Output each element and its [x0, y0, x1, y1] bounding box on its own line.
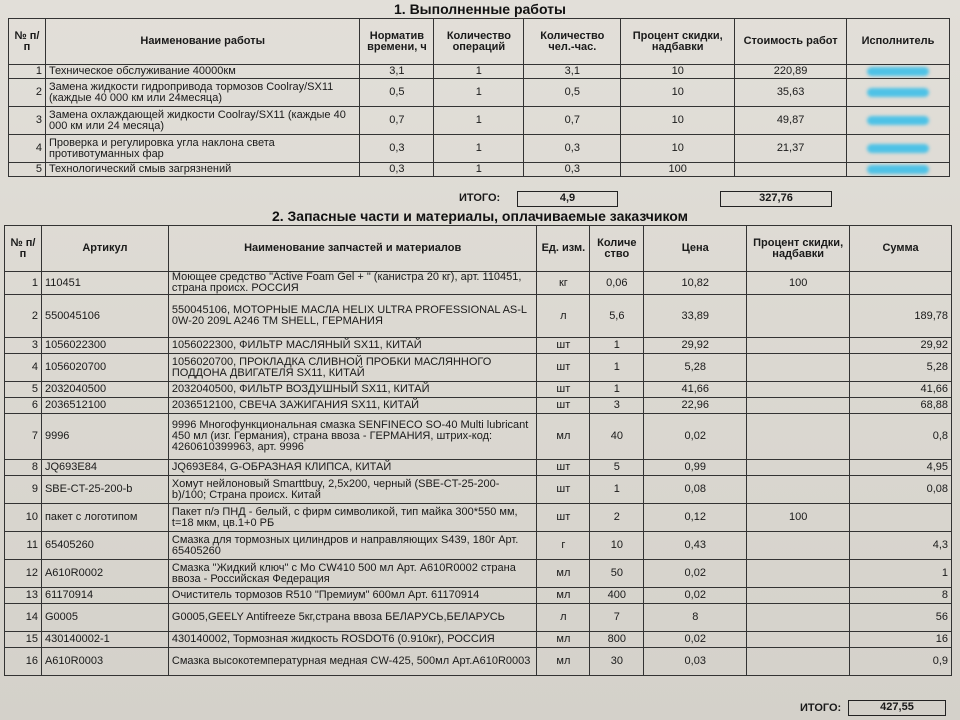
norm-time: 0,3: [360, 135, 434, 163]
part-name: Пакет п/э ПНД - белый, с фирм символикой, тип майка 300*550 мм, t=18 мкм, цв.1+0 РБ: [168, 504, 537, 532]
sum: 56: [850, 604, 952, 632]
row-num: 13: [5, 588, 42, 604]
discount: [747, 460, 850, 476]
header-price: Цена: [644, 226, 747, 272]
row-num: 3: [5, 338, 42, 354]
work-cost: 21,37: [735, 135, 847, 163]
article-code: пакет с логотипом: [41, 504, 168, 532]
part-name: 2036512100, СВЕЧА ЗАЖИГАНИЯ SX11, КИТАЙ: [168, 398, 537, 414]
price: 0,02: [644, 632, 747, 648]
quantity: 0,06: [590, 272, 644, 295]
ops-count: 1: [434, 135, 524, 163]
part-name: Моющее средство "Active Foam Gel + " (канистра 20 кг), арт. 110451, страна происх. РОССИЯ: [168, 272, 537, 295]
ops-count: 1: [434, 163, 524, 177]
discount: [747, 648, 850, 676]
row-num: 2: [9, 79, 46, 107]
row-num: 4: [5, 354, 42, 382]
discount: 100: [747, 272, 850, 295]
executor-cell: [847, 65, 950, 79]
article-code: 2032040500: [41, 382, 168, 398]
parts-total-sum: 427,55: [848, 700, 946, 716]
header-num: № п/п: [9, 19, 46, 65]
price: 33,89: [644, 295, 747, 338]
quantity: 1: [590, 382, 644, 398]
parts-header-row: [5, 226, 952, 272]
parts-row: [5, 272, 952, 295]
discount: 10: [621, 107, 735, 135]
unit: л: [537, 295, 590, 338]
parts-row: [5, 398, 952, 414]
discount: 10: [621, 79, 735, 107]
header-discount: Процент скидки, надбавки: [747, 226, 850, 272]
price: 8: [644, 604, 747, 632]
sum: [850, 272, 952, 295]
part-name: Смазка для тормозных цилиндров и направляющих S439, 180г Арт. 65405260: [168, 532, 537, 560]
part-name: G0005,GEELY Antifreeze 5кг,страна ввоза БЕЛАРУСЬ,БЕЛАРУСЬ: [168, 604, 537, 632]
parts-total-label: ИТОГО:: [800, 702, 842, 714]
works-row: [9, 107, 950, 135]
header-man-hours: Количество чел.-час.: [524, 19, 621, 65]
header-sum: Сумма: [850, 226, 952, 272]
works-header-row: [9, 19, 950, 65]
works-table: [8, 18, 950, 177]
row-num: 3: [9, 107, 46, 135]
norm-time: 0,3: [360, 163, 434, 177]
part-name: 1056022300, ФИЛЬТР МАСЛЯНЫЙ SX11, КИТАЙ: [168, 338, 537, 354]
article-code: 1056020700: [41, 354, 168, 382]
part-name: 1056020700, ПРОКЛАДКА СЛИВНОЙ ПРОБКИ МАСЛЯННОГО ПОДДОНА ДВИГАТЕЛЯ SX11, КИТАЙ: [168, 354, 537, 382]
sum: [850, 504, 952, 532]
unit: шт: [537, 476, 590, 504]
header-work-name: Наименование работы: [45, 19, 359, 65]
article-code: A610R0003: [41, 648, 168, 676]
article-code: SBE-CT-25-200-b: [41, 476, 168, 504]
discount: [747, 354, 850, 382]
header-quantity: Количе ство: [590, 226, 644, 272]
quantity: 30: [590, 648, 644, 676]
header-cost: Стоимость работ: [735, 19, 847, 65]
parts-row: [5, 338, 952, 354]
parts-row: [5, 460, 952, 476]
part-name: JQ693E84, G-ОБРАЗНАЯ КЛИПСА, КИТАЙ: [168, 460, 537, 476]
row-num: 12: [5, 560, 42, 588]
executor-cell: [847, 107, 950, 135]
row-num: 2: [5, 295, 42, 338]
row-num: 1: [9, 65, 46, 79]
part-name: 550045106, МОТОРНЫЕ МАСЛА HELIX ULTRA PROFESSIONAL AS-L 0W-20 209L A246 TM SHELL, ГЕРМАНИЯ: [168, 295, 537, 338]
part-name: Смазка высокотемпературная медная CW-425, 500мл Арт.A610R0003: [168, 648, 537, 676]
discount: [747, 295, 850, 338]
unit: шт: [537, 504, 590, 532]
discount: [747, 588, 850, 604]
price: 0,99: [644, 460, 747, 476]
redacted-executor: [867, 116, 929, 125]
quantity: 1: [590, 476, 644, 504]
parts-table: [4, 225, 952, 676]
unit: шт: [537, 398, 590, 414]
work-name: Замена жидкости гидропривода тормозов Coolray/SX11 (каждые 40 000 км или 24месяца): [45, 79, 359, 107]
unit: мл: [537, 560, 590, 588]
sum: 0,9: [850, 648, 952, 676]
works-total-hours: 4,9: [517, 191, 618, 207]
work-cost: 49,87: [735, 107, 847, 135]
works-row: [9, 79, 950, 107]
quantity: 50: [590, 560, 644, 588]
section1-title: 1. Выполненные работы: [394, 1, 566, 17]
parts-row: [5, 632, 952, 648]
price: 5,28: [644, 354, 747, 382]
sum: 29,92: [850, 338, 952, 354]
part-name: Очиститель тормозов R510 "Премиум" 600мл Арт. 61170914: [168, 588, 537, 604]
work-name: Замена охлаждающей жидкости Coolray/SX11 (каждые 40 000 км или 24 месяца): [45, 107, 359, 135]
sum: 8: [850, 588, 952, 604]
part-name: Хомут нейлоновый Smarttbuy, 2,5x200, черный (SBE-CT-25-200-b)/100; Страна происх. Китай: [168, 476, 537, 504]
article-code: G0005: [41, 604, 168, 632]
discount: [747, 414, 850, 460]
discount: [747, 398, 850, 414]
man-hours: 0,7: [524, 107, 621, 135]
parts-row: [5, 382, 952, 398]
redacted-executor: [867, 67, 929, 76]
article-code: 1056022300: [41, 338, 168, 354]
discount: 100: [621, 163, 735, 177]
sum: 1: [850, 560, 952, 588]
unit: мл: [537, 588, 590, 604]
header-part-name: Наименование запчастей и материалов: [168, 226, 537, 272]
parts-row: [5, 354, 952, 382]
norm-time: 0,7: [360, 107, 434, 135]
parts-row: [5, 532, 952, 560]
work-cost: 220,89: [735, 65, 847, 79]
quantity: 7: [590, 604, 644, 632]
unit: мл: [537, 414, 590, 460]
unit: шт: [537, 382, 590, 398]
quantity: 400: [590, 588, 644, 604]
row-num: 5: [5, 382, 42, 398]
header-ops-count: Количество операций: [434, 19, 524, 65]
price: 29,92: [644, 338, 747, 354]
price: 0,02: [644, 560, 747, 588]
unit: мл: [537, 632, 590, 648]
price: 10,82: [644, 272, 747, 295]
work-cost: [735, 163, 847, 177]
parts-row: [5, 648, 952, 676]
article-code: JQ693E84: [41, 460, 168, 476]
row-num: 4: [9, 135, 46, 163]
price: 0,02: [644, 588, 747, 604]
quantity: 40: [590, 414, 644, 460]
parts-row: [5, 604, 952, 632]
row-num: 7: [5, 414, 42, 460]
row-num: 14: [5, 604, 42, 632]
parts-row: [5, 560, 952, 588]
price: 0,12: [644, 504, 747, 532]
article-code: 65405260: [41, 532, 168, 560]
row-num: 8: [5, 460, 42, 476]
discount: 10: [621, 65, 735, 79]
sum: 0,08: [850, 476, 952, 504]
row-num: 9: [5, 476, 42, 504]
discount: [747, 604, 850, 632]
sum: 16: [850, 632, 952, 648]
norm-time: 0,5: [360, 79, 434, 107]
redacted-executor: [867, 144, 929, 153]
row-num: 5: [9, 163, 46, 177]
quantity: 5,6: [590, 295, 644, 338]
sum: 41,66: [850, 382, 952, 398]
ops-count: 1: [434, 79, 524, 107]
works-row: [9, 65, 950, 79]
row-num: 16: [5, 648, 42, 676]
part-name: Смазка "Жидкий ключ" с Mo CW410 500 мл Арт. A610R0002 страна ввоза - Российская Федерация: [168, 560, 537, 588]
unit: шт: [537, 338, 590, 354]
unit: г: [537, 532, 590, 560]
quantity: 10: [590, 532, 644, 560]
unit: л: [537, 604, 590, 632]
price: 0,43: [644, 532, 747, 560]
man-hours: 3,1: [524, 65, 621, 79]
discount: [747, 476, 850, 504]
header-num: № п/п: [5, 226, 42, 272]
price: 41,66: [644, 382, 747, 398]
man-hours: 0,3: [524, 163, 621, 177]
article-code: A610R0002: [41, 560, 168, 588]
discount: [747, 632, 850, 648]
row-num: 1: [5, 272, 42, 295]
header-norm-time: Норматив времени, ч: [360, 19, 434, 65]
discount: 10: [621, 135, 735, 163]
article-code: 61170914: [41, 588, 168, 604]
unit: мл: [537, 648, 590, 676]
sum: 189,78: [850, 295, 952, 338]
parts-row: [5, 295, 952, 338]
unit: шт: [537, 354, 590, 382]
discount: [747, 560, 850, 588]
works-row: [9, 135, 950, 163]
quantity: 1: [590, 354, 644, 382]
header-unit: Ед. изм.: [537, 226, 590, 272]
parts-row: [5, 504, 952, 532]
parts-row: [5, 588, 952, 604]
article-code: 550045106: [41, 295, 168, 338]
discount: 100: [747, 504, 850, 532]
parts-row: [5, 476, 952, 504]
works-total-label: ИТОГО:: [459, 192, 501, 204]
man-hours: 0,3: [524, 135, 621, 163]
row-num: 10: [5, 504, 42, 532]
row-num: 11: [5, 532, 42, 560]
article-code: 9996: [41, 414, 168, 460]
sum: 4,95: [850, 460, 952, 476]
price: 22,96: [644, 398, 747, 414]
quantity: 1: [590, 338, 644, 354]
sum: 68,88: [850, 398, 952, 414]
part-name: 430140002, Тормозная жидкость ROSDOT6 (0.910кг), РОССИЯ: [168, 632, 537, 648]
quantity: 2: [590, 504, 644, 532]
executor-cell: [847, 79, 950, 107]
works-row: [9, 163, 950, 177]
discount: [747, 532, 850, 560]
section2-title: 2. Запасные части и материалы, оплачиваемые заказчиком: [271, 208, 689, 224]
work-name: Проверка и регулировка угла наклона света противотуманных фар: [45, 135, 359, 163]
price: 0,02: [644, 414, 747, 460]
parts-row: [5, 414, 952, 460]
quantity: 800: [590, 632, 644, 648]
row-num: 15: [5, 632, 42, 648]
work-cost: 35,63: [735, 79, 847, 107]
row-num: 6: [5, 398, 42, 414]
work-name: Техническое обслуживание 40000км: [45, 65, 359, 79]
header-executor: Исполнитель: [847, 19, 950, 65]
article-code: 2036512100: [41, 398, 168, 414]
redacted-executor: [867, 88, 929, 97]
work-name: Технологический смыв загрязнений: [45, 163, 359, 177]
ops-count: 1: [434, 65, 524, 79]
header-article: Артикул: [41, 226, 168, 272]
ops-count: 1: [434, 107, 524, 135]
article-code: 110451: [41, 272, 168, 295]
executor-cell: [847, 135, 950, 163]
price: 0,08: [644, 476, 747, 504]
man-hours: 0,5: [524, 79, 621, 107]
sum: 4,3: [850, 532, 952, 560]
part-name: 9996 Многофункциональная смазка SENFINECO SO-40 Multi lubricant 450 мл (изг. Германия), страна ввоза - ГЕРМАНИЯ, штрих-код: 4260610399963, арт. 9996: [168, 414, 537, 460]
unit: кг: [537, 272, 590, 295]
price: 0,03: [644, 648, 747, 676]
sum: 5,28: [850, 354, 952, 382]
quantity: 5: [590, 460, 644, 476]
executor-cell: [847, 163, 950, 177]
sum: 0,8: [850, 414, 952, 460]
header-discount: Процент скидки, надбавки: [621, 19, 735, 65]
redacted-executor: [867, 165, 929, 174]
article-code: 430140002-1: [41, 632, 168, 648]
discount: [747, 382, 850, 398]
part-name: 2032040500, ФИЛЬТР ВОЗДУШНЫЙ SX11, КИТАЙ: [168, 382, 537, 398]
unit: шт: [537, 460, 590, 476]
quantity: 3: [590, 398, 644, 414]
norm-time: 3,1: [360, 65, 434, 79]
works-total-cost: 327,76: [720, 191, 832, 207]
discount: [747, 338, 850, 354]
